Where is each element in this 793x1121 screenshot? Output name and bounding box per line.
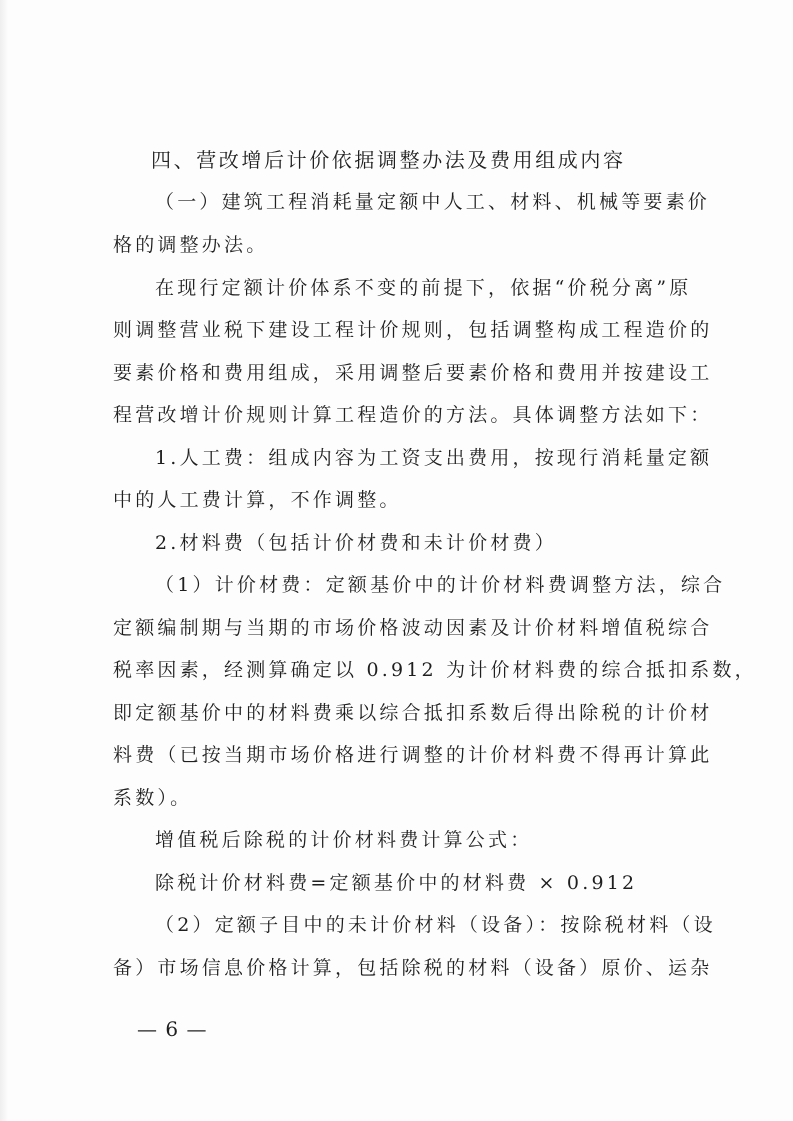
body-line-14: 料费（已按当期市场价格进行调整的计价材料费不得再计算此: [113, 744, 713, 766]
body-line-4: 则调整营业税下建设工程计价规则，包括调整构成工程造价的: [113, 319, 713, 341]
section-heading: 四、营改增后计价依据调整办法及费用组成内容: [151, 148, 626, 172]
body-line-5: 要素价格和费用组成，采用调整后要素价格和费用并按建设工: [113, 362, 713, 384]
body-line-18: （2）定额子目中的未计价材料（设备）：按除税材料（设: [155, 914, 716, 936]
body-line-9: 2.材料费（包括计价材费和未计价材费）: [155, 532, 557, 554]
formula-line: 除税计价材料费=定额基价中的材料费 × 0.912: [155, 872, 638, 894]
body-line-15: 系数）。: [113, 787, 193, 809]
body-line-19: 备）市场信息价格计算，包括除税的材料（设备）原价、运杂: [113, 957, 713, 979]
scan-edge-shadow: [0, 0, 8, 1121]
body-line-8: 中的人工费计算，不作调整。: [113, 489, 402, 511]
body-line-7: 1.人工费：组成内容为工资支出费用，按现行消耗量定额: [155, 447, 713, 469]
body-line-10: （1）计价材费：定额基价中的计价材料费调整方法，综合: [155, 574, 726, 596]
body-line-11: 定额编制期与当期的市场价格波动因素及计价材料增值税综合: [113, 617, 713, 639]
body-line-13: 即定额基价中的材料费乘以综合抵扣系数后得出除税的计价材: [113, 702, 713, 724]
body-line-3: 在现行定额计价体系不变的前提下，依据“价税分离”原: [155, 277, 692, 299]
body-line-16: 增值税后除税的计价材料费计算公式：: [155, 829, 533, 851]
page-number: — 6 —: [137, 1017, 208, 1041]
body-line-2: 格的调整办法。: [113, 234, 269, 256]
body-line-6: 程营改增计价规则计算工程造价的方法。具体调整方法如下：: [113, 404, 713, 426]
body-line-12: 税率因素，经测算确定以 0.912 为计价材料费的综合抵扣系数，: [113, 659, 757, 681]
body-line-1: （一）建筑工程消耗量定额中人工、材料、机械等要素价: [155, 191, 711, 213]
